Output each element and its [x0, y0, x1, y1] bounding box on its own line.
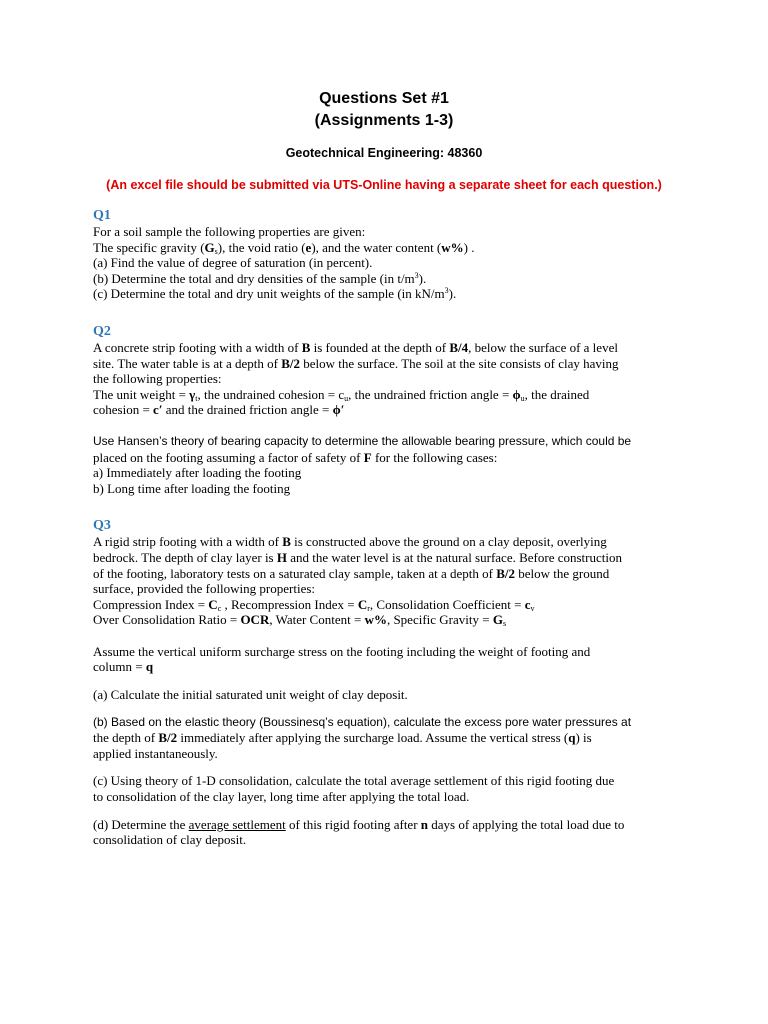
page-title: Questions Set #1 [319, 90, 449, 107]
q3-surcharge-line-2: column = q [93, 659, 154, 675]
q2-hansen-line: Use Hansen’s theory of bearing capacity to determine the allowable bearing pressure, which could be [93, 433, 632, 448]
q3-line-2: bedrock. The depth of clay layer is H and the water level is at the natural surface. Before construction [93, 549, 622, 565]
q1-intro: For a soil sample the following properties are given: [93, 224, 366, 239]
q3-line-1: A rigid strip footing with a width of B is constructed above the ground on a clay deposit, overlying [93, 534, 607, 550]
q3-heading: Q3 [93, 518, 111, 534]
q3-line-3: of the footing, laboratory tests on a saturated clay sample, taken at a depth of B/2 below the ground [93, 565, 610, 581]
q2-line-5: cohesion = c′ and the drained friction angle = ϕ′ [93, 402, 345, 418]
q2-heading: Q2 [93, 323, 111, 339]
q3-part-b-line-1: (b) Based on the elastic theory (Boussinesq’s equation), calculate the excess pore water pressures at [93, 714, 632, 729]
q3-part-b-line-3: applied instantaneously. [93, 745, 218, 761]
q3-part-c-line-2: to consolidation of the clay layer, long time after applying the total load. [93, 789, 470, 805]
q2-line-1: A concrete strip footing with a width of B is founded at the depth of B/4, below the surface of a level [93, 339, 618, 355]
q1-given-properties: The specific gravity $(G_s)$, the void ratio (e), and the water content (w%) . [93, 239, 475, 256]
q3-line-4: surface, provided the following properties: [93, 581, 316, 597]
q1-part-a: (a) Find the value of degree of saturation (in percent). [93, 255, 373, 271]
q3-properties-2: Over Consolidation Ratio = OCR, Water Content = w%, Specific Gravity = $G_s$ [93, 612, 507, 629]
q3-surcharge-line-1: Assume the vertical uniform surcharge stress on the footing including the weight of footing and [93, 643, 591, 659]
q3-part-d-line-2: consolidation of clay deposit. [93, 832, 247, 848]
submission-notice: (An excel file should be submitted via UTS-Online having a separate sheet for each question.) [106, 178, 662, 192]
q2-line-4: The unit weight = $\gamma_t$, the undrained cohesion = $c_u$, the undrained friction angle = $\phi_u$, the drained [93, 386, 590, 403]
q1-part-c: (c) Determine the total and dry unit weights of the sample (in $kN/m^3$). [93, 286, 457, 302]
q2-line-2: site. The water table is at a depth of B/2 below the surface. The soil at the site consists of clay having [93, 355, 619, 371]
q2-case-b: b) Long time after loading the footing [93, 480, 291, 496]
q3-properties-1: Compression Index = $C_c$ , Recompression Index = $C_r$, Consolidation Coefficient = $c_v$ [93, 596, 535, 613]
q3-part-a: (a) Calculate the initial saturated unit weight of clay deposit. [93, 687, 408, 703]
course-title: Geotechnical Engineering: 48360 [285, 146, 483, 160]
q2-line-3: the following properties: [93, 371, 222, 387]
q2-factor-line: placed on the footing assuming a factor of safety of F for the following cases: [93, 449, 498, 465]
q3-part-b-line-2: the depth of B/2 immediately after applying the surcharge load. Assume the vertical stress (q) is [93, 730, 592, 746]
page-subtitle: (Assignments 1-3) [314, 112, 454, 129]
q1-heading: Q1 [93, 208, 111, 223]
q2-case-a: a) Immediately after loading the footing [93, 465, 302, 481]
q1-part-b: (b) Determine the total and dry densities of the sample (in $t/m^3$). [93, 270, 427, 286]
questions-body [93, 208, 678, 848]
q3-part-c-line-1: (c) Using theory of 1-D consolidation, calculate the total average settlement of this rigid footing due [93, 773, 615, 789]
q3-part-d-line-1: (d) Determine the average settlement of this rigid footing after n days of applying the total load due to [93, 816, 625, 832]
